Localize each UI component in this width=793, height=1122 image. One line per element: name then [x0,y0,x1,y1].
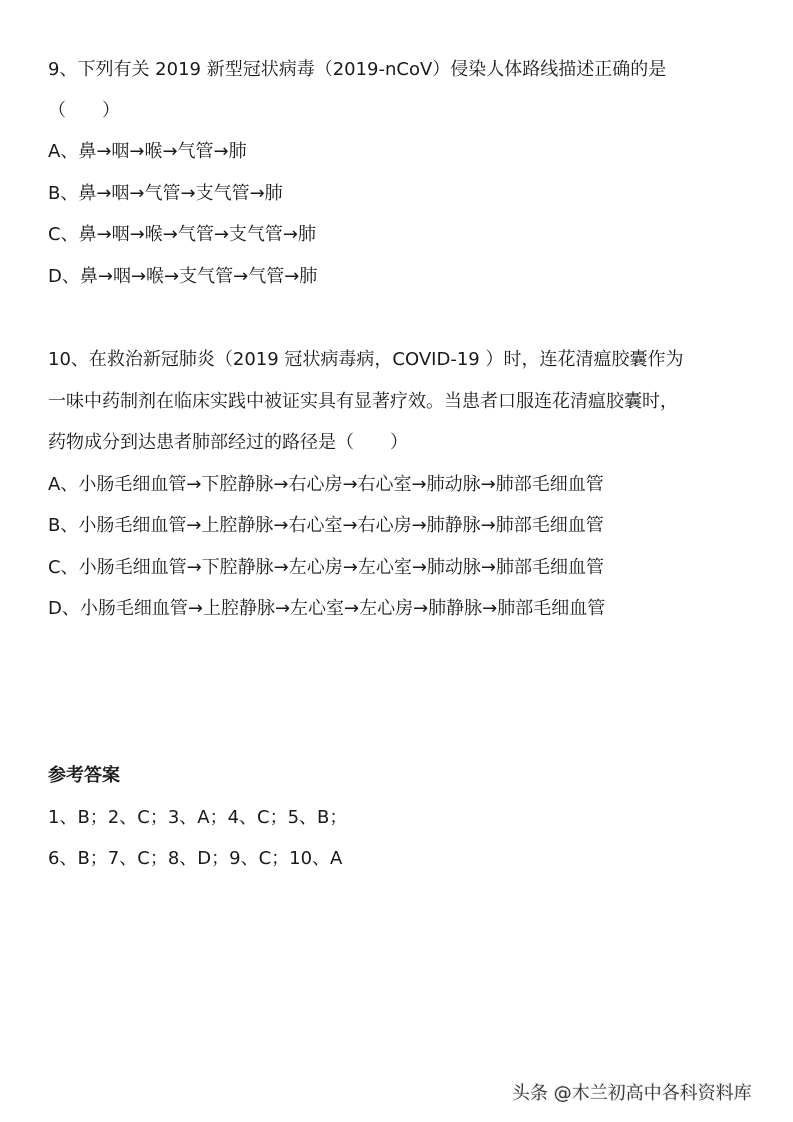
question-9-stem-line2: （ ） [48,100,120,121]
question-10-stem-line1: 10、在救治新冠肺炎（2019 冠状病毒病，COVID-19 ）时，连花清瘟胶囊作为 [48,349,684,370]
watermark: 头条 @木兰初高中各科资料库 [512,1083,752,1104]
answer-key-heading: 参考答案 [48,765,120,786]
question-10-option-a: A、小肠毛细血管→下腔静脉→右心房→右心室→肺动脉→肺部毛细血管 [48,474,604,495]
question-10-stem-line3: 药物成分到达患者肺部经过的路径是（ ） [48,432,408,453]
question-10-option-d: D、小肠毛细血管→上腔静脉→左心室→左心房→肺静脉→肺部毛细血管 [48,598,606,619]
question-10-stem-line2: 一味中药制剂在临床实践中被证实具有显著疗效。当患者口服连花清瘟胶囊时， [48,391,678,412]
question-9-option-c: C、鼻→咽→喉→气管→支气管→肺 [48,224,316,245]
question-10-option-c: C、小肠毛细血管→下腔静脉→左心房→左心室→肺动脉→肺部毛细血管 [48,557,604,578]
question-9-option-b: B、鼻→咽→气管→支气管→肺 [48,183,283,204]
question-9-option-d: D、鼻→咽→喉→支气管→气管→肺 [48,266,318,287]
question-10-option-b: B、小肠毛细血管→上腔静脉→右心室→右心房→肺静脉→肺部毛细血管 [48,515,604,536]
answer-key-line2: 6、B；7、C；8、D；9、C；10、A [48,848,343,869]
question-9-option-a: A、鼻→咽→喉→气管→肺 [48,141,247,162]
question-9-stem-line1: 9、下列有关 2019 新型冠状病毒（2019-nCoV）侵染人体路线描述正确的是 [48,59,667,80]
answer-key-line1: 1、B；2、C；3、A；4、C；5、B； [48,807,348,828]
